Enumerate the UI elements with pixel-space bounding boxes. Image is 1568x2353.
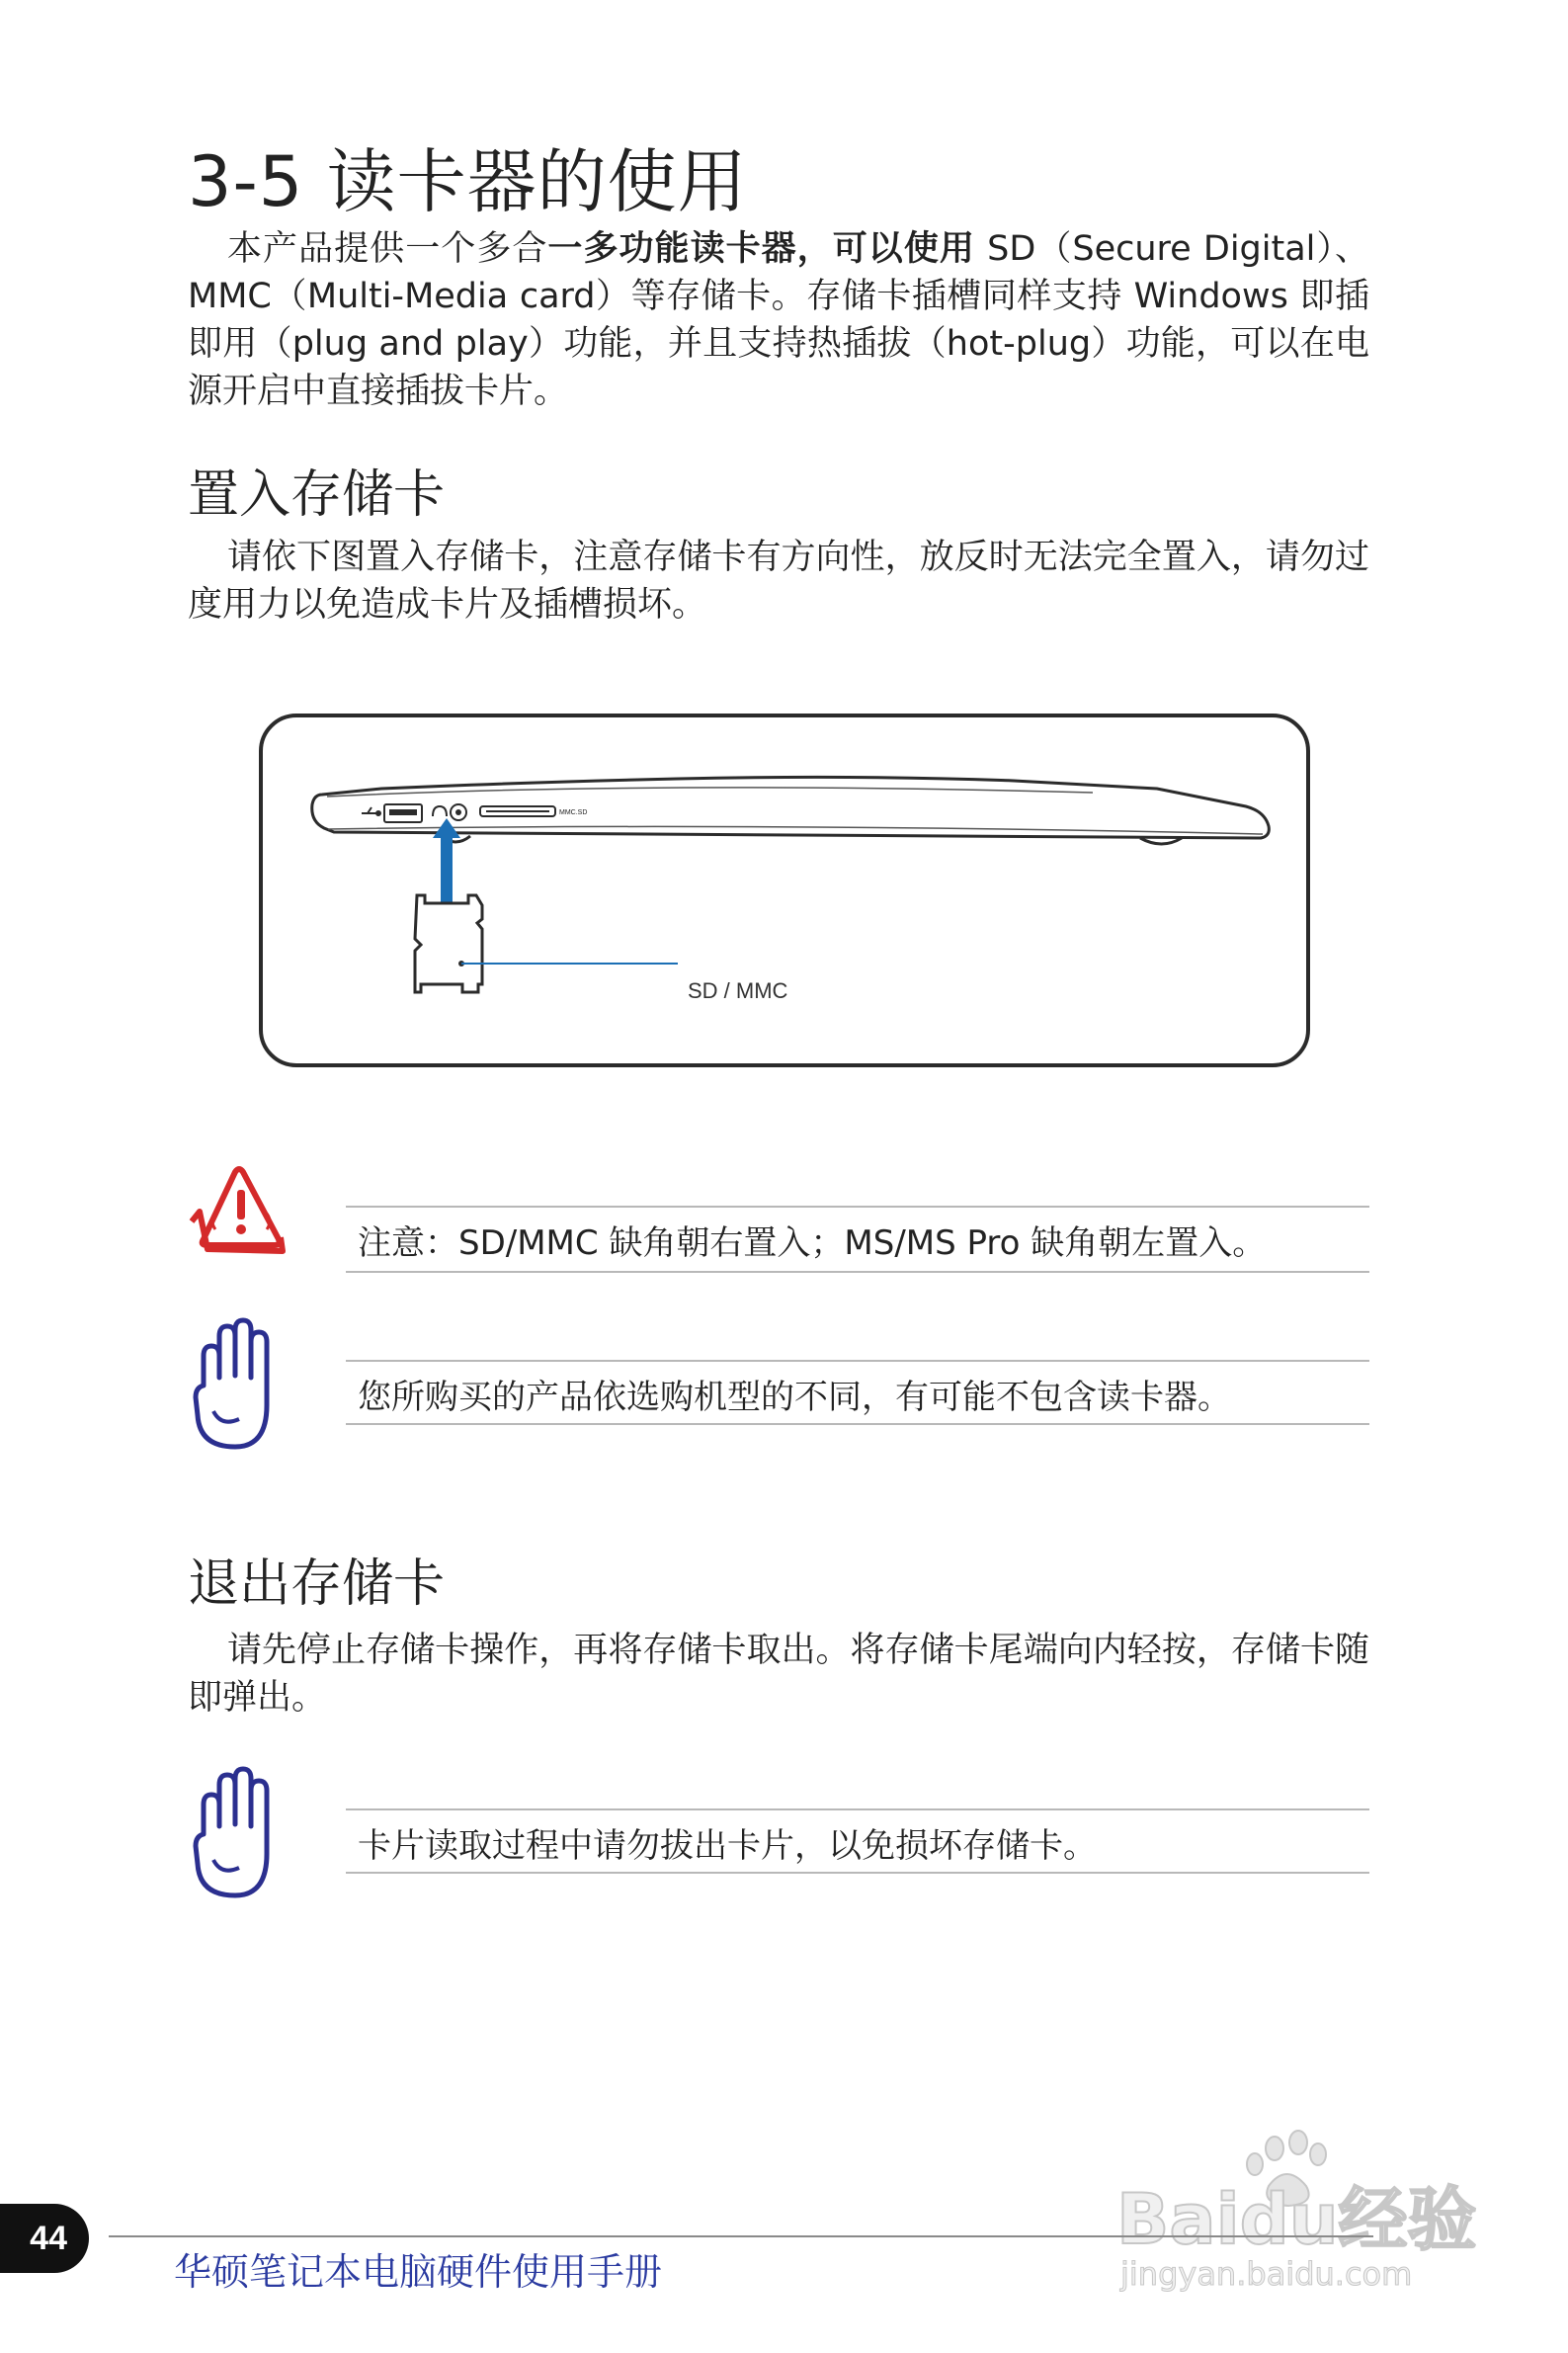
stop-hand-icon <box>188 1316 283 1453</box>
intro-text-start: 本产品提供一个多合 <box>227 229 548 269</box>
intro-text-rest: SD（Secure Digital）、MMC（Multi-Media card）等存储卡。存储卡插槽同样支持 Windows 即插即用（plug and play）功能，并且支持热插拔（hot-plug）功能，可以在电源开启中直接插拔卡片。 <box>188 229 1369 411</box>
audio-jack-hole <box>455 809 461 815</box>
intro-paragraph <box>188 225 1369 415</box>
card-insertion-diagram <box>259 714 1310 1067</box>
slot-label: MMC.SD <box>559 809 588 816</box>
page-number-badge: 44 <box>0 2204 89 2273</box>
note-text-do-not-remove: 卡片读取过程中请勿拔出卡片，以免损坏存储卡。 <box>358 1826 1097 1866</box>
note-bottom-rule <box>346 1872 1369 1874</box>
note-text-availability: 您所购买的产品依选购机型的不同，有可能不包含读卡器。 <box>358 1378 1231 1417</box>
usb-port-tongue <box>389 809 417 815</box>
watermark-logo-text: Baidu经验 <box>1116 2179 1477 2260</box>
page-title: 3-5 读卡器的使用 <box>188 141 748 222</box>
remove-card-heading: 退出存储卡 <box>188 1555 446 1614</box>
remove-card-paragraph: 请先停止存储卡操作，再将存储卡取出。将存储卡尾端向内轻按，存储卡随即弹出。 <box>188 1631 1369 1718</box>
note-bottom-rule <box>346 1423 1369 1425</box>
footer-manual-title: 华硕笔记本电脑硬件使用手册 <box>174 2250 663 2294</box>
laptop-side-illustration <box>263 717 1314 1071</box>
stop-hand-icon <box>188 1765 283 1901</box>
footer-rule <box>109 2235 1373 2237</box>
sd-card-shape <box>415 895 482 992</box>
sd-mmc-label: SD / MMC <box>688 978 788 1003</box>
warning-triangle-icon <box>186 1162 289 1257</box>
insert-card-paragraph: 请依下图置入存储卡，注意存储卡有方向性，放反时无法完全置入，请勿过度用力以免造成卡片及插槽损坏。 <box>188 538 1369 625</box>
note-text-orientation: 注意：SD/MMC 缺角朝右置入；MS/MS Pro 缺角朝左置入。 <box>358 1223 1267 1263</box>
insert-card-heading: 置入存储卡 <box>188 465 446 525</box>
watermark-url-text: jingyan.baidu.com <box>1120 2255 1413 2293</box>
note-top-rule <box>346 1808 1369 1810</box>
note-top-rule <box>346 1206 1369 1208</box>
note-bottom-rule <box>346 1271 1369 1273</box>
note-top-rule <box>346 1360 1369 1362</box>
intro-text-bold: 一多功能读卡器，可以使用 <box>547 229 975 269</box>
baidu-jingyan-watermark <box>1107 2125 1482 2293</box>
